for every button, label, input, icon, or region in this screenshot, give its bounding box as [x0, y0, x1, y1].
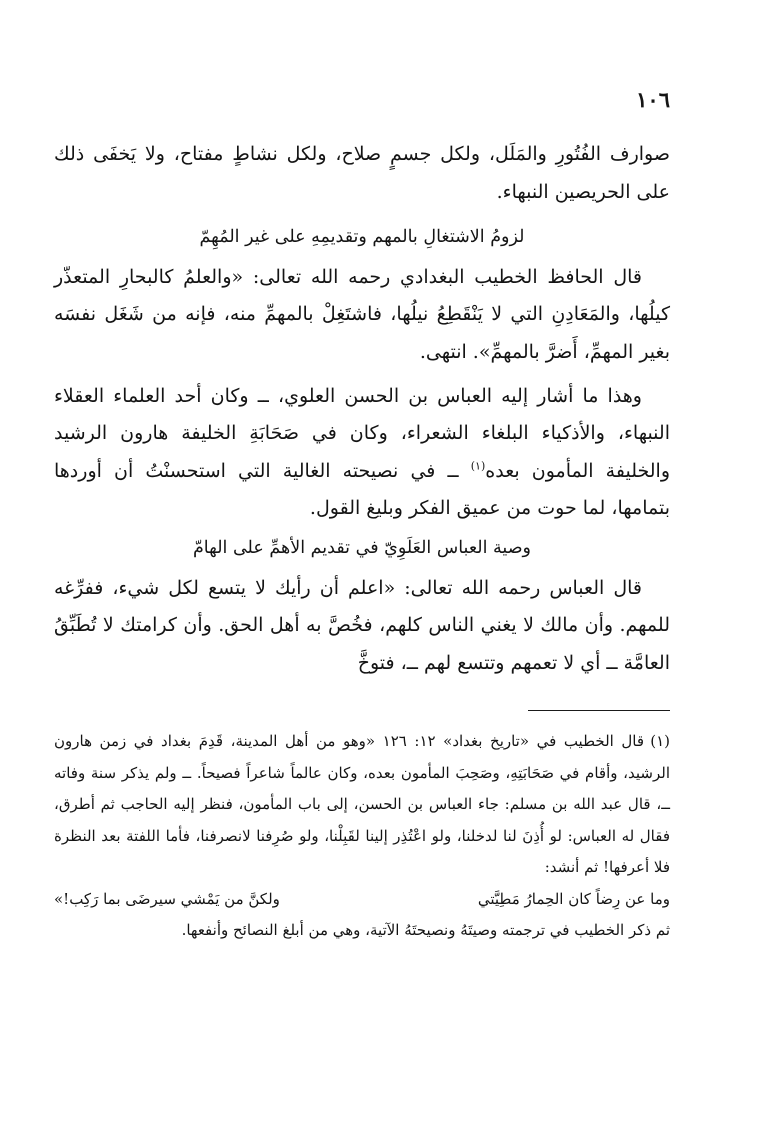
verse-second-hemistich: ولكنَّ من يَمْشي سيرضَى بما رَكِب!» — [54, 889, 280, 908]
footnote-divider — [528, 710, 670, 711]
paragraph-abbas-advice: قال العباس رحمه الله تعالى: «اعلم أن رأيك لا يتسع لكل شيء، ففرِّغه للمهم. وأن مالك لا يغني الناس كلهم، فخُصَّ به أهل الحق. وأن كرامتك لا تُطَبِّقُ العامَّة ــ أي لا تعمهم وتتسع لهم ــ، فتوخَّ — [54, 576, 670, 674]
footnotes — [54, 726, 670, 947]
main-text — [54, 136, 670, 682]
paragraph-abbas-intro-rest: ــ في نصيحته الغالية التي استحسنْتُ أن أوردها بتمامها، لما حوت من عميق الفكر وبليغ القول. — [54, 459, 670, 520]
footnote-text: قال الخطيب في «تاريخ بغداد» ١٢: ١٢٦ «وهو من أهل المدينة، قَدِمَ بغداد في زمن هارون الرشيد، وأقام في صَحَابَتِهِ، وصَحِبَ المأمون بعده، وكان عالماً شاعراً فصيحاً. ــ ولم يذكر سنة وفاته ــ، قال عبد الله بن مسلم: جاء العباس بن الحسن، إلى باب المأمون، فنظر إليه الحاجب ثم أطرق، فقال له العباس: لو أُذِنَ لنا لدخلنا، ولو اعْتُذِر إلينا لقَبِلْنا، ولو صُرِفنا لانصرفنا، فأما اللفتة بعد النظرة فلا أعرفها! ثم أنشد: — [54, 732, 670, 876]
spacer — [54, 211, 670, 217]
paragraph-abbas-intro-text: وهذا ما أشار إليه العباس بن الحسن العلوي، ــ وكان أحد العلماء العقلاء النبهاء، والأذكياء البلغاء الشعراء، وكان في صَحَابَةِ الخليفة هارون الرشيد والخليفة المأمون بعده — [54, 384, 671, 482]
footnote-1 — [54, 726, 670, 884]
footnote-continuation: ثم ذكر الخطيب في ترجمته وصيتَهُ ونصيحتَهُ الآتية، وهي من أبلغ النصائح وأنفعها. — [181, 921, 670, 939]
paragraph-khatib-quote: قال الحافظ الخطيب البغدادي رحمه الله تعالى: «والعلمُ كالبحارِ المتعذّر كيلُها، والمَعَادِنِ التي لا يَنْقَطِعُ نيلُها، فاشتَغِلْ بالمهمِّ منه، فإنه من شَغَل نفسَه بغير المهمِّ، أَضرَّ بالمهمِّ». انتهى. — [54, 265, 670, 363]
verse-first-hemistich: وما عن رِضاً كان الحِمارُ مَطِيَّتي — [477, 889, 670, 908]
footnote-reference: (١) — [470, 459, 486, 473]
footnote-marker: (١) — [650, 732, 671, 750]
paragraph-continuation: صوارف الفُتُورِ والمَلَل، ولكل جسمٍ صلاح، ولكل نشاطٍ مفتاح، ولا يَخفَى ذلك على الحريصين النبهاء. — [54, 143, 670, 203]
section-heading-important-first: لزومُ الاشتغالِ بالمهم وتقديمِهِ على غير المُهِمّ — [199, 227, 525, 248]
page-number: ١٠٦ — [636, 87, 670, 112]
section-heading-abbas-advice: وصية العباس العَلَوِيّ في تقديم الأهمِّ على الهامّ — [192, 537, 532, 558]
poetry-verse — [54, 884, 670, 916]
paragraph-abbas-intro — [54, 378, 670, 528]
